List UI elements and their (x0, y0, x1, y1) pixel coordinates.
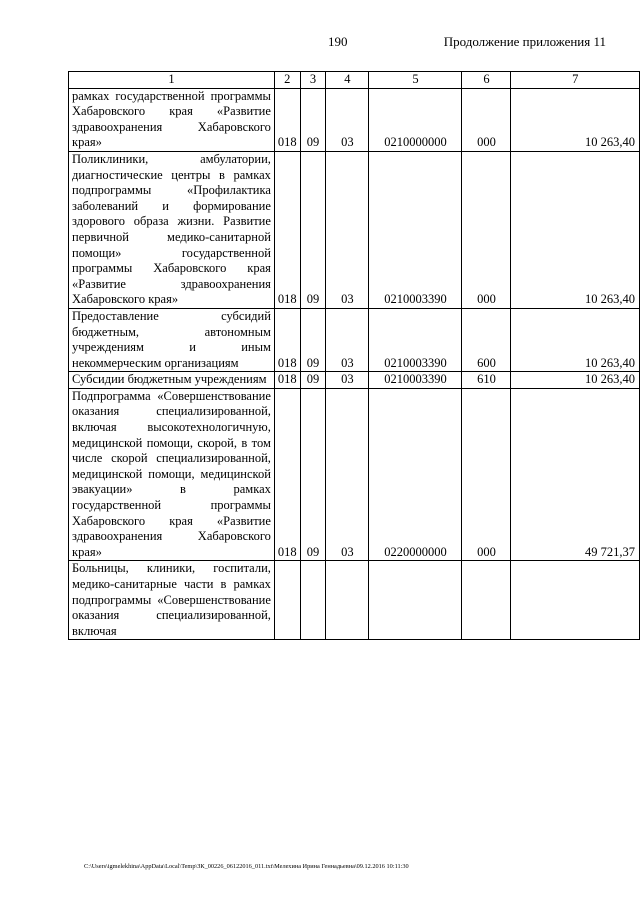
cell-section-code: 09 (300, 388, 326, 561)
cell-amount (511, 561, 640, 640)
cell-amount: 10 263,40 (511, 151, 640, 308)
cell-amount: 10 263,40 (511, 372, 640, 389)
file-path-footer: C:\Users\igmelekhina\AppData\Local\Temp\ЗК_00226_06122016_011.txt\Мелехина Ирина Геннадьевна\09.12.2016 10:11:30 (84, 863, 409, 870)
table-row (69, 151, 640, 308)
cell-amount: 49 721,37 (511, 388, 640, 561)
row-name: рамках государственной программы Хабаровского края «Развитие здравоохранения Хабаровского края» (69, 88, 275, 151)
table-row (69, 88, 640, 151)
cell-section-code: 09 (300, 372, 326, 389)
cell-section-code (300, 561, 326, 640)
budget-table (68, 71, 640, 640)
column-header: 7 (511, 72, 640, 89)
cell-amount: 10 263,40 (511, 308, 640, 371)
row-name: Больницы, клиники, госпитали, медико-санитарные части в рамках подпрограммы «Совершенствование оказания специализированной, включая (69, 561, 275, 640)
column-header: 2 (274, 72, 300, 89)
cell-expense-type: 000 (462, 151, 511, 308)
page-number: 190 (328, 34, 348, 49)
table-row (69, 388, 640, 561)
cell-section-code: 09 (300, 308, 326, 371)
row-name: Поликлиники, амбулатории, диагностические центры в рамках подпрограммы «Профилактика заболеваний и формирование здорового образа жизни. Развитие первичной медико-санитарной помощи» государственной программы Хабаровского края «Развитие здравоохранения Хабаровского края» (69, 151, 275, 308)
cell-target-code: 0210003390 (369, 372, 462, 389)
column-header: 4 (326, 72, 369, 89)
cell-subsection-code: 03 (326, 308, 369, 371)
cell-expense-type: 000 (462, 388, 511, 561)
cell-target-code: 0210003390 (369, 308, 462, 371)
row-name: Подпрограмма «Совершенствование оказания специализированной, включая высокотехнологичную, медицинской помощи, скорой, в том числе скорой специализированной, медицинской помощи, медицинской эвакуации» в рамках государственной программы Хабаровского края «Развитие здравоохранения Хабаровского края» (69, 388, 275, 561)
cell-subsection-code (326, 561, 369, 640)
cell-expense-type: 000 (462, 88, 511, 151)
column-header: 1 (69, 72, 275, 89)
cell-ministry-code: 018 (274, 308, 300, 371)
cell-target-code: 0210000000 (369, 88, 462, 151)
cell-subsection-code: 03 (326, 388, 369, 561)
column-header: 6 (462, 72, 511, 89)
header-row (69, 72, 640, 89)
row-name: Предоставление субсидий бюджетным, автономным учреждениям и иным некоммерческим организациям (69, 308, 275, 371)
cell-target-code: 0220000000 (369, 388, 462, 561)
cell-target-code: 0210003390 (369, 151, 462, 308)
cell-ministry-code: 018 (274, 88, 300, 151)
cell-amount: 10 263,40 (511, 88, 640, 151)
cell-target-code (369, 561, 462, 640)
table-row (69, 308, 640, 371)
cell-section-code: 09 (300, 151, 326, 308)
cell-subsection-code: 03 (326, 151, 369, 308)
cell-expense-type: 610 (462, 372, 511, 389)
column-header: 5 (369, 72, 462, 89)
cell-section-code: 09 (300, 88, 326, 151)
cell-expense-type (462, 561, 511, 640)
table-row (69, 561, 640, 640)
cell-ministry-code: 018 (274, 372, 300, 389)
column-header: 3 (300, 72, 326, 89)
row-name: Субсидии бюджетным учреждениям (69, 372, 275, 389)
cell-ministry-code (274, 561, 300, 640)
cell-ministry-code: 018 (274, 388, 300, 561)
cell-subsection-code: 03 (326, 88, 369, 151)
cell-subsection-code: 03 (326, 372, 369, 389)
cell-ministry-code: 018 (274, 151, 300, 308)
cell-expense-type: 600 (462, 308, 511, 371)
appendix-continuation: Продолжение приложения 11 (443, 34, 606, 49)
table-row (69, 372, 640, 389)
